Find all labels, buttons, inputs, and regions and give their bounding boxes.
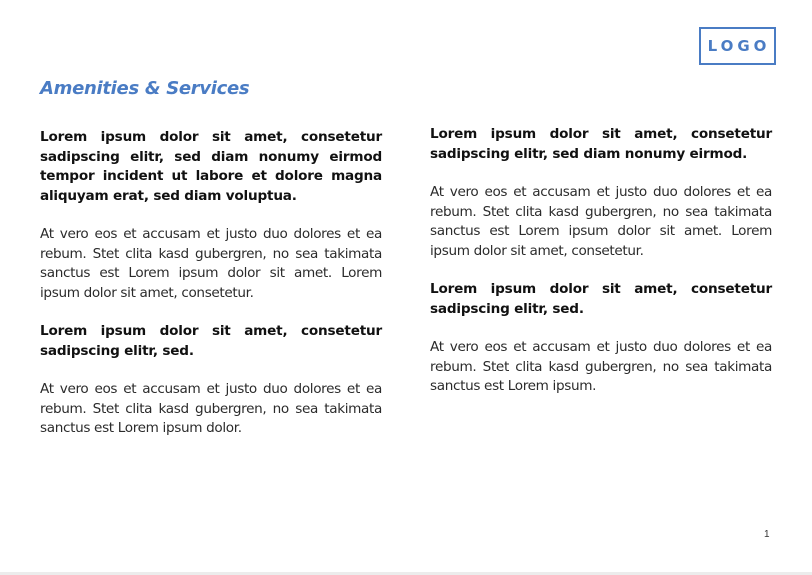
right-column bbox=[430, 125, 772, 416]
right-heading-2: Lorem ipsum dolor sit amet, consetetur sadipscing elitr, sed. bbox=[430, 281, 772, 317]
logo-box bbox=[699, 27, 776, 65]
right-body-1: At vero eos et accusam et justo duo dolores et ea rebum. Stet clita kasd gubergren, no sea takimata sanctus est Lorem ipsum dolor sit amet. Lorem ipsum dolor sit amet, consetetur. bbox=[430, 184, 772, 259]
left-heading-1: Lorem ipsum dolor sit amet, consetetur sadipscing elitr, sed diam nonumy eirmod tempor incident ut labore et dolore magna aliquyam erat, sed diam voluptua. bbox=[40, 129, 382, 204]
right-heading-1: Lorem ipsum dolor sit amet, consetetur sadipscing elitr, sed diam nonumy eirmod. bbox=[430, 126, 772, 162]
left-heading-2: Lorem ipsum dolor sit amet, consetetur sadipscing elitr, sed. bbox=[40, 323, 382, 359]
page-title: Amenities & Services bbox=[40, 78, 250, 99]
page-number: 1 bbox=[764, 529, 770, 540]
left-body-2: At vero eos et accusam et justo duo dolores et ea rebum. Stet clita kasd gubergren, no sea takimata sanctus est Lorem ipsum dolor. bbox=[40, 381, 382, 436]
logo-text: LOGO bbox=[707, 37, 771, 55]
left-body-1: At vero eos et accusam et justo duo dolores et ea rebum. Stet clita kasd gubergren, no sea takimata sanctus est Lorem ipsum dolor sit amet. Lorem ipsum dolor sit amet, consetetur. bbox=[40, 226, 382, 301]
right-body-2: At vero eos et accusam et justo duo dolores et ea rebum. Stet clita kasd gubergren, no sea takimata sanctus est Lorem ipsum. bbox=[430, 339, 772, 394]
left-column bbox=[40, 128, 382, 458]
